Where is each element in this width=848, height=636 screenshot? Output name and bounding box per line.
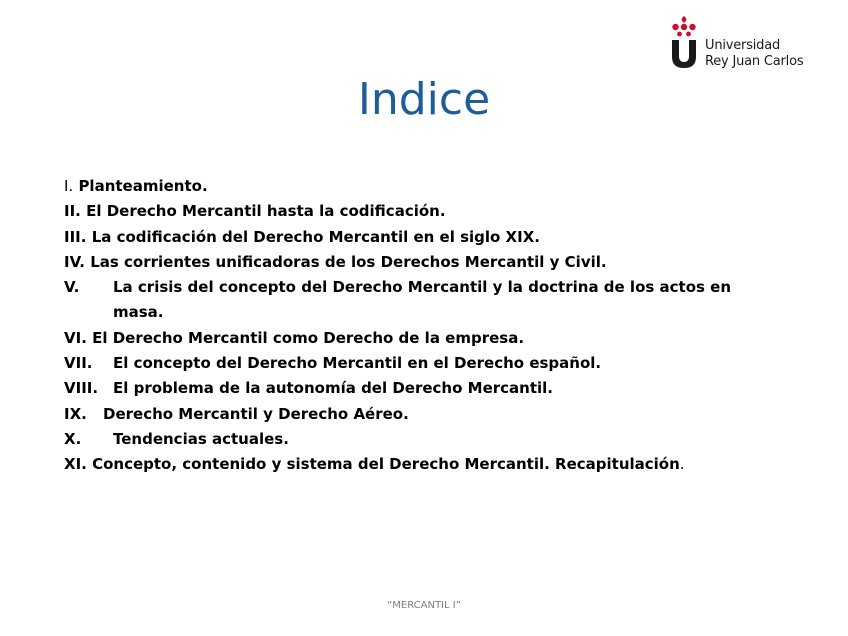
toc-item-text: Concepto, contenido y sistema del Derecho Mercantil. Recapitulación	[92, 455, 680, 474]
toc-item-text: La codificación del Derecho Mercantil en el siglo XIX.	[91, 227, 540, 246]
toc-item-number: VI.	[64, 328, 87, 347]
toc-item-text: El Derecho Mercantil hasta la codificación.	[86, 202, 446, 221]
toc-item-number: IX.	[64, 404, 87, 423]
toc-item-text: El Derecho Mercantil como Derecho de la empresa.	[92, 328, 525, 347]
toc-item-8	[64, 376, 764, 401]
table-of-contents	[64, 174, 764, 478]
toc-item-number: VIII.	[64, 379, 99, 398]
toc-item-7	[64, 351, 764, 376]
toc-item-3	[64, 225, 764, 250]
toc-item-text: La crisis del concepto del Derecho Mercantil y la doctrina de los actos en masa.	[113, 278, 732, 322]
toc-item-9	[64, 402, 764, 427]
toc-item-number: III.	[64, 227, 87, 246]
page-title: Indice	[357, 74, 491, 125]
toc-item-11	[64, 452, 764, 477]
toc-item-number: VII.	[64, 354, 93, 373]
toc-item-text: El problema de la autonomía del Derecho Mercantil.	[113, 379, 553, 398]
toc-item-10	[64, 427, 764, 452]
toc-item-text: Las corrientes unificadoras de los Derechos Mercantil y Civil.	[90, 252, 607, 271]
university-name-line1: Universidad	[705, 38, 781, 53]
toc-item-2	[64, 199, 764, 224]
toc-item-text: El concepto del Derecho Mercantil en el Derecho español.	[113, 354, 602, 373]
toc-item-6	[64, 326, 764, 351]
toc-item-number: V.	[64, 278, 80, 297]
university-name	[705, 38, 803, 70]
toc-item-4	[64, 250, 764, 275]
toc-item-text: Derecho Mercantil y Derecho Aéreo.	[103, 404, 409, 423]
toc-item-suffix: .	[679, 455, 685, 474]
toc-item-text: Planteamiento.	[78, 177, 208, 195]
university-crest-icon	[670, 16, 698, 72]
toc-item-number: II.	[64, 202, 81, 221]
university-name-line2: Rey Juan Carlos	[705, 54, 804, 69]
toc-item-1	[64, 174, 764, 199]
toc-item-number: IV.	[64, 252, 85, 271]
university-logo	[670, 16, 830, 72]
toc-item-number: X.	[64, 429, 82, 448]
footer-label: “MERCANTIL I”	[387, 600, 461, 611]
toc-item-number: I.	[64, 177, 74, 195]
toc-item-text: Tendencias actuales.	[113, 429, 289, 448]
toc-item-5	[64, 275, 764, 326]
toc-item-number: XI.	[64, 455, 87, 474]
